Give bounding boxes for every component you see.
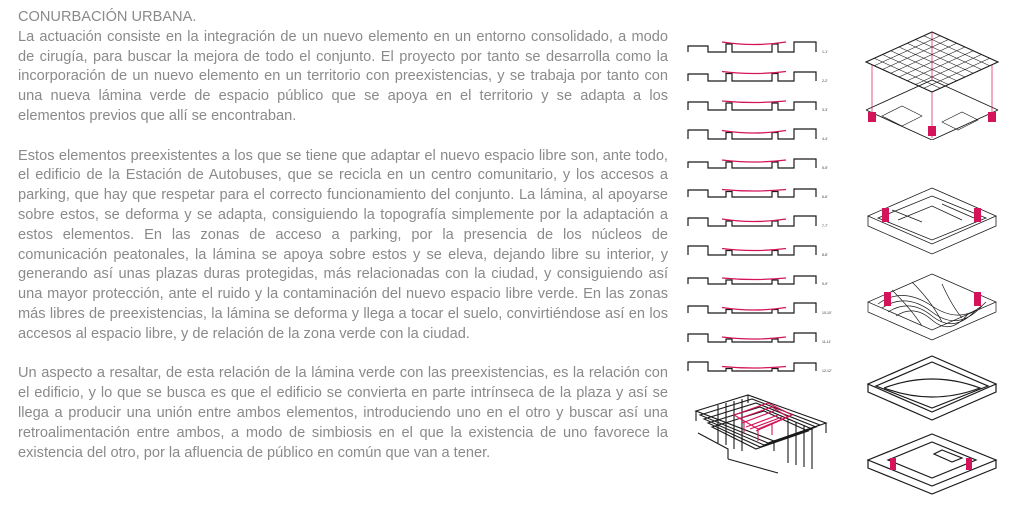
section-outline <box>688 102 816 110</box>
section-row <box>686 235 836 261</box>
section-label: 11-11' <box>822 340 832 344</box>
paragraph-2: Estos elementos preexistentes a los que se tiene que adaptar el nuevo espacio libre son, ante todo, el edificio de la Estación de Autobuses, que se recicla en un centro comunitario, y los accesos a parking, que hay que respetar para el correcto funcionamiento del conjunto. La lámina, al apoyarse sobre estos, se deforma y se adapta, consiguiendo la topografía simplemente por la adaptación a estos elementos. En las zonas de acceso a parking, por la presencia de los núcleos de comunicación peatonales, la lámina se apoya sobre estos y se eleva, dejando libre su interior, y generando así unas plazas duras protegidas, más relacionadas con la ciudad, y consiguiendo así una mayor protección, ante el ruido y la contaminación del nuevo espacio libre verde. En las zonas más libres de preexistencias, la lámina se deforma y llega a tocar el suelo, convirtiéndose así en los accesos al espacio libre, y de relación de la zona verde con la ciudad. <box>18 147 668 342</box>
section-label: 12-12' <box>822 369 832 373</box>
section-profile <box>686 119 820 145</box>
section-row <box>686 90 836 116</box>
text-column <box>18 8 668 483</box>
section-outline <box>688 303 816 313</box>
section-green-sheet <box>722 101 786 103</box>
section-profile <box>686 32 820 58</box>
section-profile <box>686 90 820 116</box>
axonometric-column <box>862 30 1002 480</box>
section-outline <box>688 42 816 52</box>
section-row <box>686 177 836 203</box>
axonometric-step-4 <box>862 350 1002 425</box>
axonometric-step-5 <box>862 428 1002 500</box>
paragraph-1: La actuación consiste en la integración de un nuevo elemento en un entorno consolidado, a modo de cirugía, para buscar la mejora de todo el conjunto. El proyecto por tanto se desarrolla como la incorporación de un nuevo elemento en un territorio con preexistencias, y se trabaja por tanto con una nueva lámina verde de espacio público que se apoya en el territorio y se adapta a los elementos previos que allí se encontraban. <box>18 28 668 124</box>
section-row <box>686 32 836 58</box>
section-label: 2-2' <box>822 79 828 83</box>
section-row <box>686 264 836 290</box>
section-profile <box>686 264 820 290</box>
section-label: 1-1' <box>822 50 828 54</box>
section-profile <box>686 235 820 261</box>
section-outline <box>688 129 816 139</box>
section-label: 4-4' <box>822 137 828 141</box>
main-axonometric-diagram <box>688 393 833 475</box>
section-diagrams <box>686 32 836 392</box>
axonometric-step-3 <box>862 266 1002 346</box>
section-row <box>686 119 836 145</box>
section-row <box>686 322 836 348</box>
section-profile <box>686 206 820 232</box>
section-label: 7-7' <box>822 224 828 228</box>
section-row <box>686 61 836 87</box>
section-row <box>686 293 836 319</box>
section-label: 9-9' <box>822 282 828 286</box>
section-outline <box>688 362 816 371</box>
section-label: 8-8' <box>822 253 828 257</box>
section-label: 3-3' <box>822 108 828 112</box>
section-row <box>686 206 836 232</box>
section-profile <box>686 177 820 203</box>
section-green-sheet <box>722 190 786 192</box>
section-label: 10-10' <box>822 311 832 315</box>
section-row <box>686 148 836 174</box>
section-green-sheet <box>722 278 786 280</box>
axonometric-step-2 <box>862 180 1002 260</box>
section-profile <box>686 351 820 377</box>
section-profile <box>686 293 820 319</box>
section-profile <box>686 322 820 348</box>
section-profile <box>686 148 820 174</box>
section-outline <box>688 189 816 197</box>
section-profile <box>686 61 820 87</box>
section-label: 5-5' <box>822 166 828 170</box>
section-green-sheet <box>722 367 786 369</box>
section-outline <box>688 159 816 168</box>
paragraph-3: Un aspecto a resaltar, de esta relación de la lámina verde con las preexistencias, es la relación con el edificio, y lo que se busca es que el edificio se convierta en parte intrínseca de la plaza y así se llega a producir una unión entre ambos elementos, introduciendo uno en el otro y buscar así una retroalimentación entre ambos, a modo de simbiosis en el que la existencia de uno favorece la existencia del otro, por la afluencia de público en común que van a tener. <box>18 365 668 461</box>
section-outline <box>688 333 816 342</box>
section-label: 6-6' <box>822 195 828 199</box>
section-row <box>686 351 836 377</box>
document-heading: CONURBACIÓN URBANA. <box>18 9 197 25</box>
axonometric-grid-sheet <box>862 30 1002 140</box>
